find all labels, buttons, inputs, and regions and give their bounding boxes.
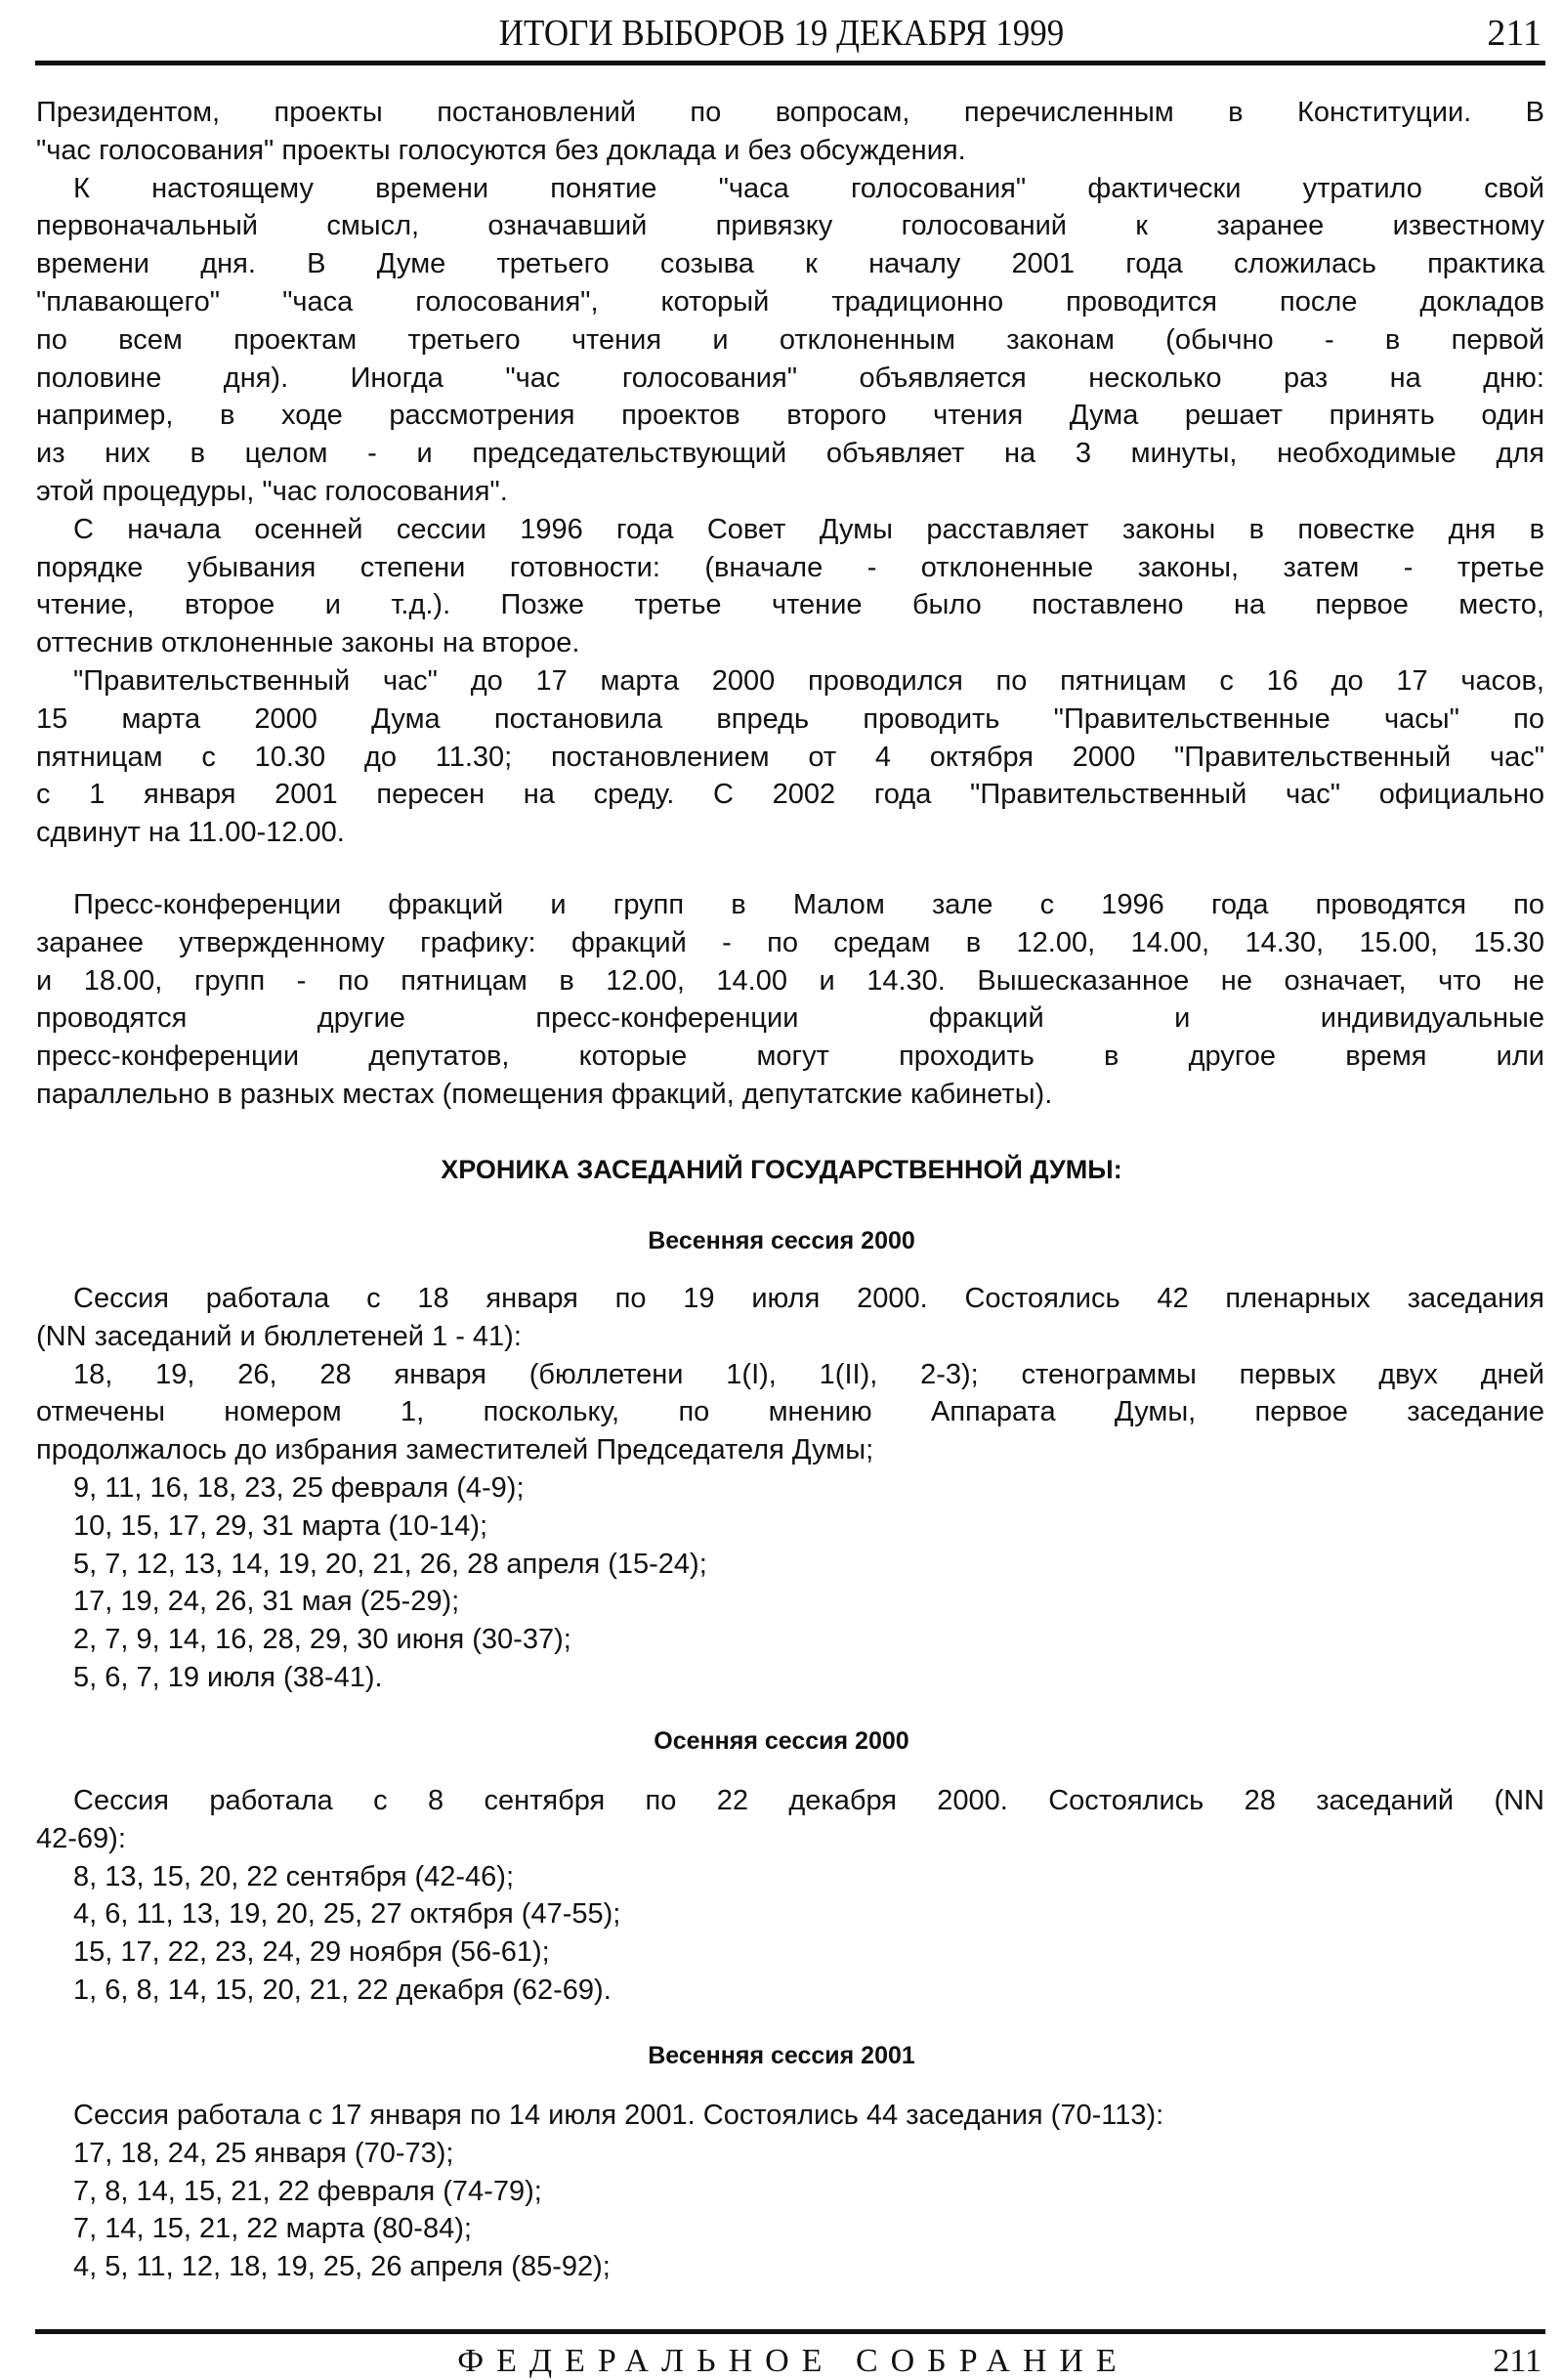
header-page-number: 211 xyxy=(1487,13,1542,54)
paragraph-line: 42-69): xyxy=(36,1822,126,1854)
footer-title: ФЕДЕРАЛЬНОЕ СОБРАНИЕ xyxy=(457,2343,1129,2379)
paragraph-line: чтение, второе и т.д.). Позже третье чтение было поставлено на первое место, xyxy=(36,589,1544,621)
paragraph-line: 17, 19, 24, 26, 31 мая (25-29); xyxy=(73,1586,460,1618)
paragraph-line: параллельно в разных местах (помещения фракций, депутатские кабинеты). xyxy=(36,1078,1053,1110)
paragraph-line: Президентом, проекты постановлений по вопросам, перечисленным в Конституции. В xyxy=(36,97,1544,128)
paragraph-line: половине дня). Иногда "час голосования" объявляется несколько раз на дню: xyxy=(36,361,1544,394)
paragraph-line: Сессия работала с 8 сентября по 22 декабря 2000. Состоялись 28 заседаний (NN xyxy=(73,1785,1544,1816)
paragraph-line: и 18.00, групп - по пятницам в 12.00, 14.00 и 14.30. Вышесказанное не означает, что не xyxy=(36,964,1544,997)
paragraph-line: 10, 15, 17, 29, 31 марта (10-14); xyxy=(73,1509,488,1542)
session-title: Осенняя сессия 2000 xyxy=(654,1727,909,1755)
session-text xyxy=(36,1782,1544,2010)
paragraph-line: заранее утвержденному графику: фракций - по средам в 12.00, 14.00, 14.30, 15.00, 15.30 xyxy=(36,926,1544,958)
paragraph-line: Сессия работала с 17 января по 14 июля 2001. Состоялись 44 заседания (70-113): xyxy=(73,2100,1164,2131)
paragraph-line: первоначальный смысл, означавший привязку голосований к заранее известному xyxy=(36,210,1544,242)
paragraph-line: сдвинут на 11.00-12.00. xyxy=(36,817,345,849)
paragraph-line: пресс-конференции депутатов, которые могут проходить в другое время или xyxy=(36,1041,1544,1073)
paragraph-line: 4, 6, 11, 13, 19, 20, 25, 27 октября (47-55); xyxy=(73,1898,621,1931)
paragraph-line: "час голосования" проекты голосуются без доклада и без обсуждения. xyxy=(36,134,966,166)
paragraph-line: 4, 5, 11, 12, 18, 19, 25, 26 апреля (85-92); xyxy=(73,2251,611,2283)
paragraph-line: 18, 19, 26, 28 января (бюллетени 1(I), 1(II), 2-3); стенограммы первых двух дней xyxy=(73,1358,1544,1390)
paragraph-line: 1, 6, 8, 14, 15, 20, 21, 22 декабря (62-69). xyxy=(73,1974,612,2006)
paragraph-line: проводятся другие пресс-конференции фракций и индивидуальные xyxy=(36,1002,1544,1035)
header-rule xyxy=(35,61,1545,65)
paragraph-line: отмечены номером 1, поскольку, по мнению Аппарата Думы, первое заседание xyxy=(36,1396,1544,1428)
paragraph-line: К настоящему времени понятие "часа голосования" фактически утратило свой xyxy=(73,172,1544,204)
session-text xyxy=(36,1280,1544,1697)
paragraph-line: например, в ходе рассмотрения проектов второго чтения Дума решает принять один xyxy=(36,400,1544,432)
paragraph-line: 7, 14, 15, 21, 22 марта (80-84); xyxy=(73,2213,472,2245)
paragraph-line: времени дня. В Думе третьего созыва к началу 2001 года сложилась практика xyxy=(36,248,1544,280)
paragraph-line: Сессия работала с 18 января по 19 июля 2000. Состоялись 42 пленарных заседания xyxy=(73,1283,1544,1314)
paragraph-line: "плавающего" "часа голосования", который традиционно проводится после докладов xyxy=(36,285,1544,318)
paragraph-line: 15, 17, 22, 23, 24, 29 ноября (56-61); xyxy=(73,1936,550,1969)
paragraph-line: этой процедуры, "час голосования". xyxy=(36,475,508,507)
paragraph-line: "Правительственный час" до 17 марта 2000 проводился по пятницам с 16 до 17 часов, xyxy=(73,664,1544,697)
paragraph-line: с 1 января 2001 пересен на среду. С 2002 года "Правительственный час" официально xyxy=(36,779,1544,811)
paragraph-line: 15 марта 2000 Дума постановила впредь проводить "Правительственные часы" по xyxy=(36,702,1544,735)
running-header xyxy=(0,8,1563,59)
session-text xyxy=(36,2097,1544,2286)
paragraph-line: (NN заседаний и бюллетеней 1 - 41): xyxy=(36,1320,522,1352)
paragraph-line: 5, 6, 7, 19 июля (38-41). xyxy=(73,1661,383,1693)
paragraph-line: 2, 7, 9, 14, 16, 28, 29, 30 июня (30-37); xyxy=(73,1624,571,1656)
paragraph-line: 7, 8, 14, 15, 21, 22 февраля (74-79); xyxy=(73,2175,542,2207)
chronicle-title: ХРОНИКА ЗАСЕДАНИЙ ГОСУДАРСТВЕННОЙ ДУМЫ: xyxy=(441,1155,1122,1184)
header-title: ИТОГИ ВЫБОРОВ 19 ДЕКАБРЯ 1999 xyxy=(498,13,1065,54)
paragraph-line: 9, 11, 16, 18, 23, 25 февраля (4-9); xyxy=(73,1471,525,1504)
paragraph-line: порядке убывания степени готовности: (вначале - отклоненные законы, затем - третье xyxy=(36,551,1544,583)
paragraph-line: С начала осенней сессии 1996 года Совет Думы расставляет законы в повестке дня в xyxy=(73,513,1544,545)
session-title: Весенняя сессия 2001 xyxy=(648,2042,915,2069)
press-conference-text xyxy=(36,886,1544,1114)
paragraph-line: оттеснив отклоненные законы на второе. xyxy=(36,627,580,659)
paragraph-line: продолжалось до избрания заместителей Председателя Думы; xyxy=(36,1434,874,1466)
paragraph-line: Пресс-конференции фракций и групп в Малом зале с 1996 года проводятся по xyxy=(73,889,1544,920)
paragraph-line: 8, 13, 15, 20, 22 сентября (42-46); xyxy=(73,1860,515,1892)
paragraph-line: пятницам с 10.30 до 11.30; постановлением от 4 октября 2000 "Правительственный час" xyxy=(36,741,1544,773)
footer-rule xyxy=(35,2329,1545,2334)
paragraph-line: из них в целом - и председательствующий объявляет на 3 минуты, необходимые для xyxy=(36,438,1544,470)
paragraph-line: по всем проектам третьего чтения и отклоненным законам (обычно - в первой xyxy=(36,323,1544,356)
paragraph-line: 5, 7, 12, 13, 14, 19, 20, 21, 26, 28 апреля (15-24); xyxy=(73,1548,707,1580)
intro-text xyxy=(36,94,1544,852)
footer-page-number: 211 xyxy=(1493,2343,1542,2379)
session-title: Весенняя сессия 2000 xyxy=(648,1227,915,1254)
paragraph-line: 17, 18, 24, 25 января (70-73); xyxy=(73,2137,454,2169)
